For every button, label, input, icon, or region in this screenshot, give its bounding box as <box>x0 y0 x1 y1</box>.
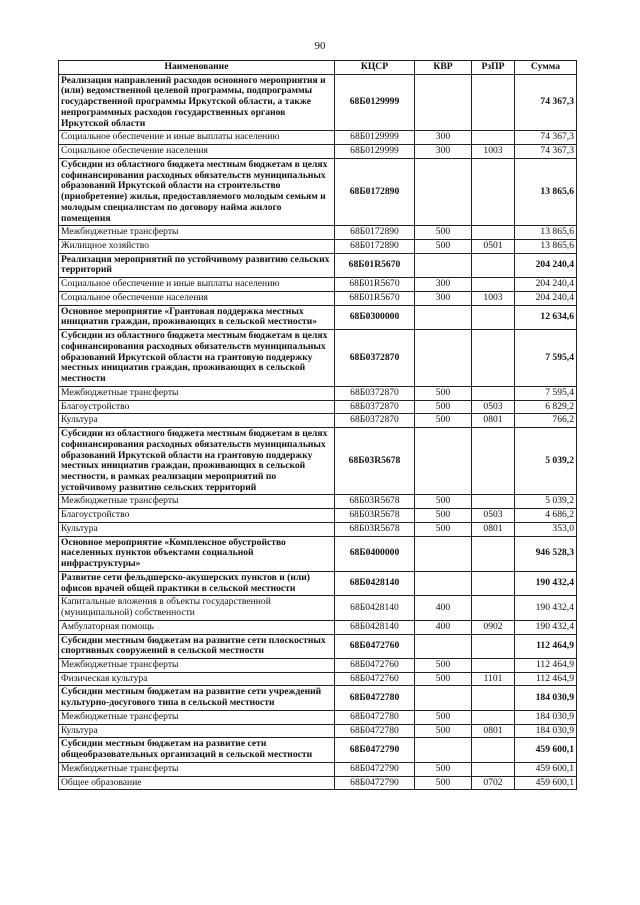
row-rzpr-cell <box>472 226 515 240</box>
row-kvr-cell: 400 <box>415 596 472 620</box>
header-rzpr: РзПР <box>472 61 515 75</box>
row-kcsr-cell: 68Б0300000 <box>335 305 415 329</box>
row-rzpr-cell <box>472 536 515 571</box>
row-rzpr-cell <box>472 305 515 329</box>
table-row <box>59 158 577 225</box>
row-rzpr-cell <box>472 131 515 145</box>
row-rzpr-cell <box>472 74 515 131</box>
row-kvr-cell <box>415 305 472 329</box>
row-sum-cell: 946 528,3 <box>515 536 577 571</box>
row-kcsr-cell: 68Б0472780 <box>335 724 415 738</box>
table-row <box>59 762 577 776</box>
row-name-cell: Благоустройство <box>59 509 335 523</box>
row-rzpr-cell: 0501 <box>472 240 515 254</box>
table-row <box>59 776 577 790</box>
row-sum-cell: 5 039,2 <box>515 495 577 509</box>
row-kcsr-cell: 68Б0472760 <box>335 634 415 658</box>
row-name-cell: Жилищное хозяйство <box>59 240 335 254</box>
table-row <box>59 620 577 634</box>
row-name-cell: Реализация направлений расходов основного мероприятия и (или) ведомственной целевой программы, подпрограммы государственной программы Иркутской области, а также непрограммных расходов государственных органов Иркутской области <box>59 74 335 131</box>
row-kcsr-cell: 68Б0372870 <box>335 414 415 428</box>
row-rzpr-cell: 0702 <box>472 776 515 790</box>
row-sum-cell: 74 367,3 <box>515 145 577 159</box>
row-kcsr-cell: 68Б0472790 <box>335 762 415 776</box>
budget-table <box>58 60 577 790</box>
row-kcsr-cell: 68Б0472760 <box>335 672 415 686</box>
table-row <box>59 240 577 254</box>
row-name-cell: Культура <box>59 724 335 738</box>
row-rzpr-cell <box>472 253 515 277</box>
header-name: Наименование <box>59 61 335 75</box>
row-kcsr-cell: 68Б0372870 <box>335 330 415 387</box>
row-kvr-cell: 300 <box>415 291 472 305</box>
row-kcsr-cell: 68Б0172890 <box>335 158 415 225</box>
row-sum-cell: 459 600,1 <box>515 762 577 776</box>
row-sum-cell: 4 686,2 <box>515 509 577 523</box>
table-row <box>59 291 577 305</box>
row-kvr-cell: 500 <box>415 762 472 776</box>
table-row <box>59 536 577 571</box>
table-row <box>59 428 577 495</box>
row-kcsr-cell: 68Б0428140 <box>335 571 415 595</box>
row-sum-cell: 459 600,1 <box>515 776 577 790</box>
row-sum-cell: 112 464,9 <box>515 672 577 686</box>
row-sum-cell: 184 030,9 <box>515 686 577 710</box>
row-sum-cell: 204 240,4 <box>515 253 577 277</box>
row-kvr-cell: 500 <box>415 776 472 790</box>
table-body <box>59 74 577 790</box>
table-header-row <box>59 61 577 75</box>
table-row <box>59 400 577 414</box>
row-kcsr-cell: 68Б0472780 <box>335 710 415 724</box>
row-kvr-cell: 500 <box>415 386 472 400</box>
row-sum-cell: 5 039,2 <box>515 428 577 495</box>
row-name-cell: Общее образование <box>59 776 335 790</box>
row-name-cell: Межбюджетные трансферты <box>59 658 335 672</box>
table-row <box>59 658 577 672</box>
table-row <box>59 145 577 159</box>
row-kcsr-cell: 68Б0472790 <box>335 738 415 762</box>
row-name-cell: Социальное обеспечение и иные выплаты населению <box>59 278 335 292</box>
row-sum-cell: 459 600,1 <box>515 738 577 762</box>
row-sum-cell: 7 595,4 <box>515 386 577 400</box>
row-sum-cell: 190 432,4 <box>515 571 577 595</box>
table-row <box>59 330 577 387</box>
table-row <box>59 634 577 658</box>
row-kvr-cell: 500 <box>415 509 472 523</box>
row-name-cell: Развитие сети фельдшерско-акушерских пунктов и (или) офисов врачей общей практики в сельской местности <box>59 571 335 595</box>
row-kvr-cell <box>415 428 472 495</box>
row-name-cell: Субсидии местным бюджетам на развитие сети учреждений культурно-досугового типа в сельской местности <box>59 686 335 710</box>
row-sum-cell: 190 432,4 <box>515 596 577 620</box>
row-rzpr-cell: 0503 <box>472 509 515 523</box>
row-kvr-cell: 500 <box>415 710 472 724</box>
table-row <box>59 509 577 523</box>
row-kcsr-cell: 68Б03R5678 <box>335 522 415 536</box>
row-sum-cell: 184 030,9 <box>515 724 577 738</box>
row-name-cell: Благоустройство <box>59 400 335 414</box>
row-kvr-cell <box>415 536 472 571</box>
row-kcsr-cell: 68Б0372870 <box>335 400 415 414</box>
row-kvr-cell: 500 <box>415 522 472 536</box>
row-sum-cell: 766,2 <box>515 414 577 428</box>
row-sum-cell: 204 240,4 <box>515 278 577 292</box>
row-rzpr-cell <box>472 634 515 658</box>
row-sum-cell: 184 030,9 <box>515 710 577 724</box>
row-kvr-cell <box>415 571 472 595</box>
row-name-cell: Основное мероприятие «Комплексное обустройство населенных пунктов объектами социальной инфраструктуры» <box>59 536 335 571</box>
row-name-cell: Субсидии местным бюджетам на развитие сети общеобразовательных организаций в сельской местности <box>59 738 335 762</box>
row-rzpr-cell: 0801 <box>472 414 515 428</box>
row-kvr-cell: 500 <box>415 658 472 672</box>
row-kcsr-cell: 68Б0400000 <box>335 536 415 571</box>
row-rzpr-cell: 1101 <box>472 672 515 686</box>
row-name-cell: Межбюджетные трансферты <box>59 495 335 509</box>
row-kvr-cell: 500 <box>415 672 472 686</box>
row-name-cell: Субсидии местным бюджетам на развитие сети плоскостных спортивных сооружений в сельской местности <box>59 634 335 658</box>
row-sum-cell: 112 464,9 <box>515 658 577 672</box>
row-kvr-cell: 500 <box>415 226 472 240</box>
row-name-cell: Капитальные вложения в объекты государственной (муниципальной) собственности <box>59 596 335 620</box>
row-kvr-cell <box>415 74 472 131</box>
table-row <box>59 686 577 710</box>
row-name-cell: Межбюджетные трансферты <box>59 386 335 400</box>
row-kvr-cell: 300 <box>415 278 472 292</box>
row-sum-cell: 12 634,6 <box>515 305 577 329</box>
row-kcsr-cell: 68Б0129999 <box>335 74 415 131</box>
row-rzpr-cell <box>472 278 515 292</box>
row-rzpr-cell: 0902 <box>472 620 515 634</box>
row-kvr-cell: 500 <box>415 414 472 428</box>
row-kvr-cell: 500 <box>415 400 472 414</box>
row-rzpr-cell: 0503 <box>472 400 515 414</box>
row-sum-cell: 74 367,3 <box>515 74 577 131</box>
table-row <box>59 495 577 509</box>
row-kcsr-cell: 68Б0172890 <box>335 226 415 240</box>
row-kcsr-cell: 68Б0472760 <box>335 658 415 672</box>
row-kcsr-cell: 68Б03R5678 <box>335 495 415 509</box>
row-kcsr-cell: 68Б01R5670 <box>335 253 415 277</box>
row-sum-cell: 6 829,2 <box>515 400 577 414</box>
row-kvr-cell: 300 <box>415 145 472 159</box>
table-row <box>59 724 577 738</box>
row-name-cell: Межбюджетные трансферты <box>59 710 335 724</box>
row-rzpr-cell <box>472 158 515 225</box>
row-name-cell: Социальное обеспечение населения <box>59 291 335 305</box>
row-name-cell: Физическая культура <box>59 672 335 686</box>
row-name-cell: Реализация мероприятий по устойчивому развитию сельских территорий <box>59 253 335 277</box>
row-kvr-cell <box>415 330 472 387</box>
row-name-cell: Субсидии из областного бюджета местным бюджетам в целях софинансирования расходных обязательств муниципальных образований Иркутской области на грантовую поддержку местных инициатив граждан, проживающих в сельской местности <box>59 330 335 387</box>
row-rzpr-cell: 1003 <box>472 145 515 159</box>
row-kcsr-cell: 68Б0172890 <box>335 240 415 254</box>
row-rzpr-cell: 0801 <box>472 522 515 536</box>
row-name-cell: Основное мероприятие «Грантовая поддержка местных инициатив граждан, проживающих в сельской местности» <box>59 305 335 329</box>
row-kvr-cell: 500 <box>415 724 472 738</box>
row-name-cell: Социальное обеспечение населения <box>59 145 335 159</box>
row-kvr-cell <box>415 686 472 710</box>
row-rzpr-cell <box>472 658 515 672</box>
row-rzpr-cell <box>472 386 515 400</box>
row-kvr-cell <box>415 253 472 277</box>
row-kcsr-cell: 68Б03R5678 <box>335 428 415 495</box>
row-name-cell: Культура <box>59 522 335 536</box>
table-row <box>59 226 577 240</box>
row-name-cell: Субсидии из областного бюджета местным бюджетам в целях софинансирования расходных обязательств муниципальных образований Иркутской области на строительство (приобретение) жилья, предоставляемого молодым семьям и молодым специалистам по договору найма жилого помещения <box>59 158 335 225</box>
row-rzpr-cell <box>472 738 515 762</box>
row-sum-cell: 13 865,6 <box>515 226 577 240</box>
row-kcsr-cell: 68Б0372870 <box>335 386 415 400</box>
row-sum-cell: 353,0 <box>515 522 577 536</box>
header-kvr: КВР <box>415 61 472 75</box>
row-rzpr-cell <box>472 710 515 724</box>
row-kcsr-cell: 68Б0472790 <box>335 776 415 790</box>
table-row <box>59 596 577 620</box>
row-kcsr-cell: 68Б01R5670 <box>335 291 415 305</box>
table-row <box>59 672 577 686</box>
table-row <box>59 278 577 292</box>
row-kcsr-cell: 68Б01R5670 <box>335 278 415 292</box>
row-sum-cell: 74 367,3 <box>515 131 577 145</box>
row-name-cell: Межбюджетные трансферты <box>59 762 335 776</box>
row-rzpr-cell <box>472 428 515 495</box>
row-name-cell: Субсидии из областного бюджета местным бюджетам в целях софинансирования расходных обязательств муниципальных образований Иркутской области на грантовую поддержку местных инициатив граждан, проживающих в сельской местности, в рамках реализации мероприятий по устойчивому развитию сельских территорий <box>59 428 335 495</box>
row-rzpr-cell: 1003 <box>472 291 515 305</box>
row-kvr-cell: 300 <box>415 131 472 145</box>
row-kcsr-cell: 68Б03R5678 <box>335 509 415 523</box>
row-name-cell: Социальное обеспечение и иные выплаты населению <box>59 131 335 145</box>
table-row <box>59 305 577 329</box>
row-sum-cell: 204 240,4 <box>515 291 577 305</box>
table-row <box>59 253 577 277</box>
table-row <box>59 131 577 145</box>
row-kvr-cell <box>415 158 472 225</box>
row-kcsr-cell: 68Б0428140 <box>335 620 415 634</box>
row-rzpr-cell <box>472 596 515 620</box>
row-rzpr-cell <box>472 762 515 776</box>
row-sum-cell: 190 432,4 <box>515 620 577 634</box>
table-row <box>59 386 577 400</box>
table-row <box>59 74 577 131</box>
row-kcsr-cell: 68Б0129999 <box>335 131 415 145</box>
row-sum-cell: 13 865,6 <box>515 158 577 225</box>
row-sum-cell: 112 464,9 <box>515 634 577 658</box>
row-name-cell: Культура <box>59 414 335 428</box>
row-name-cell: Межбюджетные трансферты <box>59 226 335 240</box>
row-kcsr-cell: 68Б0129999 <box>335 145 415 159</box>
table-row <box>59 710 577 724</box>
row-rzpr-cell <box>472 330 515 387</box>
row-kcsr-cell: 68Б0428140 <box>335 596 415 620</box>
row-kvr-cell: 400 <box>415 620 472 634</box>
row-sum-cell: 7 595,4 <box>515 330 577 387</box>
row-kvr-cell <box>415 634 472 658</box>
table-row <box>59 414 577 428</box>
row-name-cell: Амбулаторная помощь <box>59 620 335 634</box>
table-row <box>59 571 577 595</box>
row-kvr-cell: 500 <box>415 240 472 254</box>
row-rzpr-cell <box>472 686 515 710</box>
row-rzpr-cell <box>472 571 515 595</box>
table-row <box>59 738 577 762</box>
header-sum: Сумма <box>515 61 577 75</box>
row-kvr-cell <box>415 738 472 762</box>
row-rzpr-cell: 0801 <box>472 724 515 738</box>
table-row <box>59 522 577 536</box>
page-number: 90 <box>314 40 326 52</box>
row-kcsr-cell: 68Б0472780 <box>335 686 415 710</box>
row-rzpr-cell <box>472 495 515 509</box>
header-kcsr: КЦСР <box>335 61 415 75</box>
row-sum-cell: 13 865,6 <box>515 240 577 254</box>
row-kvr-cell: 500 <box>415 495 472 509</box>
